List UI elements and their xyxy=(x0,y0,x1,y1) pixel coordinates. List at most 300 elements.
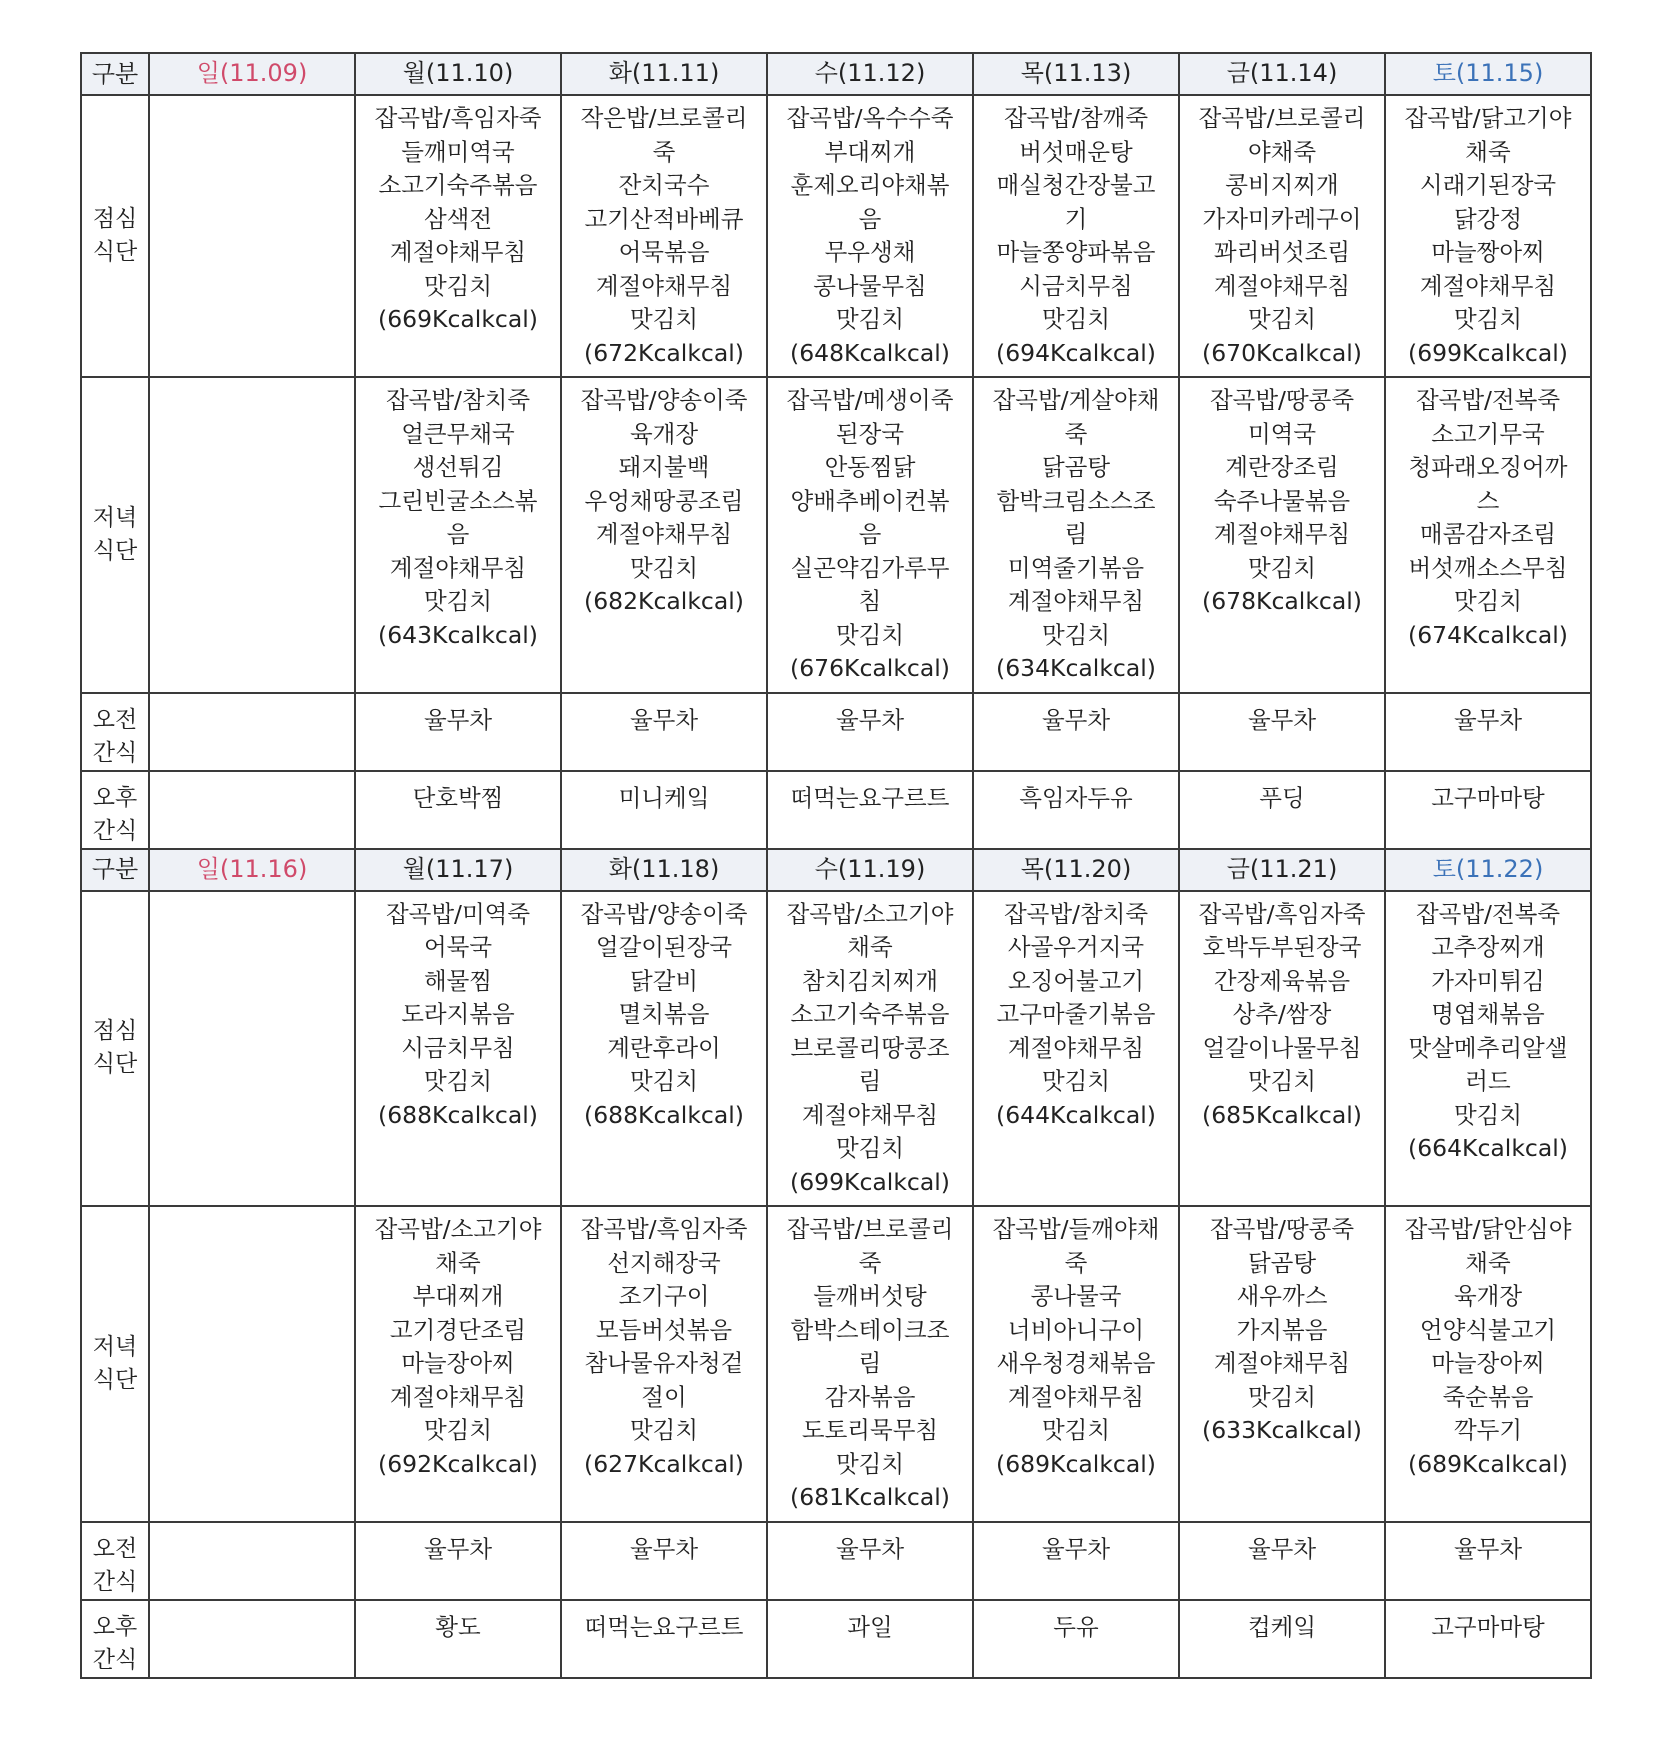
menu-item: 시래기된장국 xyxy=(1419,171,1557,199)
menu-item: 마늘쫑양파볶음 xyxy=(996,238,1156,266)
menu-item: 맛김치 xyxy=(835,305,905,333)
menu-item: 맛김치 xyxy=(423,1067,493,1095)
day-header: 금(11.21) xyxy=(1179,849,1385,891)
menu-item: 잡곡밥/브로콜리 xyxy=(786,1215,954,1243)
menu-item: 율무차 xyxy=(835,705,905,734)
menu-cell xyxy=(1179,771,1385,849)
menu-item: 닭강정 xyxy=(1453,204,1523,233)
menu-item: 된장국 xyxy=(835,419,905,448)
menu-cell xyxy=(355,1206,561,1522)
menu-item: 잡곡밥/메생이죽 xyxy=(786,386,954,414)
day-header: 수(11.19) xyxy=(767,849,973,891)
menu-item: 잡곡밥/들깨야채 xyxy=(992,1215,1160,1243)
menu-item: 잡곡밥/게살야채 xyxy=(992,386,1160,414)
menu-item: 고구마마탕 xyxy=(1431,783,1545,812)
menu-item: (648Kcalkcal) xyxy=(790,338,950,367)
menu-item: 모듬버섯볶음 xyxy=(595,1315,733,1344)
menu-item: (699Kcalkcal) xyxy=(1408,338,1568,367)
menu-item: 흑임자두유 xyxy=(1019,783,1133,812)
menu-item: 조기구이 xyxy=(618,1282,710,1310)
menu-item: (688Kcalkcal) xyxy=(378,1100,538,1129)
menu-item: 가지볶음 xyxy=(1236,1315,1328,1344)
row-label xyxy=(81,1206,149,1522)
row-label-line: 식단 xyxy=(92,537,138,564)
menu-item: 잡곡밥/참치죽 xyxy=(1003,899,1149,928)
menu-item: 그린빈굴소스볶 xyxy=(378,486,538,515)
menu-cell xyxy=(973,771,1179,849)
lunch-row xyxy=(81,891,1591,1207)
menu-cell xyxy=(973,1206,1179,1522)
menu-item: 율무차 xyxy=(1041,1534,1111,1563)
menu-cell xyxy=(973,891,1179,1207)
menu-item: 선지해장국 xyxy=(607,1248,721,1277)
menu-item: 들깨버섯탕 xyxy=(813,1282,927,1310)
menu-item: 맛김치 xyxy=(1453,1100,1523,1129)
menu-item: (681Kcalkcal) xyxy=(790,1483,950,1511)
menu-item: 작은밥/브로콜리 xyxy=(580,104,748,132)
menu-item: 육개장 xyxy=(629,419,699,448)
menu-cell xyxy=(1385,891,1591,1207)
menu-item: 율무차 xyxy=(1247,705,1317,734)
menu-item: 채죽 xyxy=(1465,1248,1511,1277)
menu-cell xyxy=(355,771,561,849)
row-label-line: 저녁 xyxy=(92,504,138,531)
menu-item: 함박스테이크조 xyxy=(790,1315,950,1344)
menu-cell xyxy=(355,891,561,1207)
menu-item: 콩나물무침 xyxy=(813,271,927,300)
menu-cell xyxy=(973,693,1179,771)
menu-cell xyxy=(767,1206,973,1522)
day-header: 화(11.11) xyxy=(561,53,767,95)
menu-cell xyxy=(149,1206,355,1522)
row-label-line: 간식 xyxy=(92,1646,138,1673)
row-label-line: 간식 xyxy=(92,739,138,766)
menu-item: 새우청경채볶음 xyxy=(996,1349,1156,1377)
menu-item: 맛김치 xyxy=(1453,305,1523,333)
menu-item: 시금치무침 xyxy=(401,1033,515,1062)
menu-cell xyxy=(1179,1600,1385,1678)
menu-item: 맛김치 xyxy=(423,587,493,615)
row-label xyxy=(81,771,149,849)
menu-item: (627Kcalkcal) xyxy=(584,1449,744,1478)
menu-item: 맛김치 xyxy=(1041,305,1111,333)
menu-item: (633Kcalkcal) xyxy=(1202,1416,1362,1444)
menu-item: 죽 xyxy=(1064,419,1088,448)
menu-item: 육개장 xyxy=(1453,1282,1523,1310)
menu-item: 계란장조림 xyxy=(1225,453,1339,481)
menu-item: 율무차 xyxy=(423,705,493,734)
menu-item: 잡곡밥/참깨죽 xyxy=(1003,104,1149,132)
menu-item: 청파래오징어까 xyxy=(1408,453,1568,481)
menu-item: 계절야채무침 xyxy=(1213,1349,1351,1377)
menu-item: 맛김치 xyxy=(423,1416,493,1444)
menu-cell xyxy=(767,891,973,1207)
menu-item: 버섯깨소스무침 xyxy=(1408,553,1568,582)
menu-item: 계절야채무침 xyxy=(389,1382,527,1411)
menu-cell xyxy=(767,1600,973,1678)
menu-item: 맛김치 xyxy=(1041,1067,1111,1095)
menu-item: 안동찜닭 xyxy=(824,453,916,481)
menu-item: 함박크림소스조 xyxy=(996,486,1156,515)
menu-item: 소고기무국 xyxy=(1431,419,1545,448)
menu-item: 떠먹는요구르트 xyxy=(790,783,950,812)
menu-item: 숙주나물볶음 xyxy=(1213,486,1351,515)
day-header: 토(11.15) xyxy=(1385,53,1591,95)
menu-item: 계절야채무침 xyxy=(595,271,733,300)
menu-item: 떠먹는요구르트 xyxy=(584,1612,744,1641)
menu-cell xyxy=(1179,1522,1385,1600)
menu-item: 미니케잌 xyxy=(618,783,710,812)
menu-item: (692Kcalkcal) xyxy=(378,1449,538,1478)
menu-item: 새우까스 xyxy=(1236,1282,1328,1310)
category-header: 구분 xyxy=(81,53,149,95)
menu-item: 고기산적바베큐 xyxy=(584,204,744,233)
menu-item: 야채죽 xyxy=(1247,137,1317,166)
menu-cell xyxy=(561,891,767,1207)
menu-item: 채죽 xyxy=(435,1248,481,1277)
menu-item: 잡곡밥/전복죽 xyxy=(1415,386,1561,414)
menu-item: 맛김치 xyxy=(423,271,493,300)
menu-item: 죽 xyxy=(1064,1248,1088,1277)
menu-cell xyxy=(1179,377,1385,693)
menu-item: 가자미튀김 xyxy=(1431,966,1545,995)
menu-cell xyxy=(355,377,561,693)
menu-item: 상추/쌈장 xyxy=(1232,1000,1332,1028)
menu-item: 스 xyxy=(1476,486,1500,515)
category-header: 구분 xyxy=(81,849,149,891)
menu-item: 계절야채무침 xyxy=(1213,520,1351,548)
dinner-row xyxy=(81,1206,1591,1522)
menu-item: 율무차 xyxy=(629,1534,699,1563)
menu-cell xyxy=(1385,377,1591,693)
day-header: 월(11.10) xyxy=(355,53,561,95)
row-label-line: 점심 xyxy=(92,206,138,232)
menu-item: 미역줄기볶음 xyxy=(1007,553,1145,582)
menu-cell xyxy=(561,1600,767,1678)
menu-item: 음 xyxy=(446,520,470,548)
menu-cell xyxy=(149,377,355,693)
menu-item: 잡곡밥/양송이죽 xyxy=(580,899,748,928)
row-label xyxy=(81,377,149,693)
menu-item: (678Kcalkcal) xyxy=(1202,587,1362,615)
menu-item: (664Kcalkcal) xyxy=(1408,1134,1568,1162)
menu-item: 침 xyxy=(858,587,882,615)
menu-item: 고구마줄기볶음 xyxy=(996,1000,1156,1028)
menu-item: 계절야채무침 xyxy=(1419,271,1557,300)
menu-item: 황도 xyxy=(435,1612,481,1641)
menu-cell xyxy=(355,95,561,377)
row-label-line: 오후 xyxy=(92,784,138,811)
menu-item: (669Kcalkcal) xyxy=(378,305,538,333)
menu-cell xyxy=(1385,95,1591,377)
menu-item: 마늘장아찌 xyxy=(1431,1349,1545,1377)
dinner-row xyxy=(81,377,1591,693)
menu-item: 죽 xyxy=(652,137,676,166)
menu-item: 기 xyxy=(1064,204,1088,233)
menu-item: 고기경단조림 xyxy=(389,1315,527,1344)
menu-item: 율무차 xyxy=(835,1534,905,1563)
row-label xyxy=(81,1600,149,1678)
menu-item: 채죽 xyxy=(847,933,893,961)
menu-item: 가자미카레구이 xyxy=(1202,204,1362,233)
menu-item: 호박두부된장국 xyxy=(1202,933,1362,961)
day-header: 월(11.17) xyxy=(355,849,561,891)
menu-item: 계절야채무침 xyxy=(1213,271,1351,300)
row-label-line: 점심 xyxy=(92,1018,138,1045)
menu-item: 얼갈이나물무침 xyxy=(1202,1033,1362,1062)
menu-item: 도라지볶음 xyxy=(401,1000,515,1028)
menu-item: (685Kcalkcal) xyxy=(1202,1100,1362,1129)
menu-item: 율무차 xyxy=(1453,1534,1523,1563)
row-label xyxy=(81,95,149,377)
row-label xyxy=(81,1522,149,1600)
menu-item: 율무차 xyxy=(1247,1534,1317,1563)
menu-item: (674Kcalkcal) xyxy=(1408,620,1568,649)
menu-item: 닭곰탕 xyxy=(1247,1248,1317,1277)
day-header: 화(11.18) xyxy=(561,849,767,891)
menu-item: 절이 xyxy=(641,1382,687,1411)
menu-cell xyxy=(1179,891,1385,1207)
menu-item: 시금치무침 xyxy=(1019,271,1133,300)
row-label-line: 오후 xyxy=(92,1613,138,1640)
menu-item: 소고기숙주볶음 xyxy=(790,1000,950,1028)
menu-item: 매콤감자조림 xyxy=(1419,520,1557,548)
menu-item: 미역국 xyxy=(1247,419,1317,448)
row-label xyxy=(81,693,149,771)
menu-cell xyxy=(1179,693,1385,771)
menu-cell xyxy=(355,1600,561,1678)
menu-item: 맛김치 xyxy=(1041,1416,1111,1444)
menu-item: 림 xyxy=(1064,520,1088,548)
menu-item: 러드 xyxy=(1465,1067,1511,1095)
day-header: 목(11.13) xyxy=(973,53,1179,95)
menu-item: (634Kcalkcal) xyxy=(996,654,1156,682)
menu-cell xyxy=(973,1522,1179,1600)
menu-item: (644Kcalkcal) xyxy=(996,1100,1156,1129)
menu-item: 너비아니구이 xyxy=(1007,1315,1145,1344)
menu-item: 오징어불고기 xyxy=(1007,966,1145,995)
afternoon-snack-row xyxy=(81,771,1591,849)
menu-item: 매실청간장불고 xyxy=(996,171,1156,199)
menu-cell xyxy=(1179,1206,1385,1522)
menu-cell xyxy=(355,1522,561,1600)
menu-item: 맛살메추리알샐 xyxy=(1408,1033,1568,1062)
menu-cell xyxy=(149,95,355,377)
menu-item: 잡곡밥/옥수수죽 xyxy=(786,104,954,132)
menu-item: 감자볶음 xyxy=(824,1382,916,1411)
menu-item: 림 xyxy=(858,1067,882,1095)
menu-item: (670Kcalkcal) xyxy=(1202,338,1362,367)
menu-cell xyxy=(561,1522,767,1600)
menu-item: (694Kcalkcal) xyxy=(996,338,1156,367)
menu-item: 브로콜리땅콩조 xyxy=(790,1033,950,1062)
menu-item: 돼지불백 xyxy=(618,453,710,481)
menu-item: 계절야채무침 xyxy=(389,238,527,266)
menu-item: 훈제오리야채볶 xyxy=(790,171,950,199)
row-label-line: 오전 xyxy=(92,1535,138,1562)
menu-item: 맛김치 xyxy=(1247,305,1317,333)
menu-item: 소고기숙주볶음 xyxy=(378,171,538,199)
menu-cell xyxy=(1385,771,1591,849)
menu-item: 멸치볶음 xyxy=(618,1000,710,1028)
menu-item: 맛김치 xyxy=(1247,1067,1317,1095)
menu-item: 맛김치 xyxy=(1453,587,1523,615)
menu-cell xyxy=(561,377,767,693)
menu-item: 마늘장아찌 xyxy=(401,1349,515,1377)
menu-item: (699Kcalkcal) xyxy=(790,1167,950,1196)
menu-cell xyxy=(561,693,767,771)
menu-item: 잡곡밥/땅콩죽 xyxy=(1209,1215,1355,1243)
menu-item: 명엽채볶음 xyxy=(1431,1000,1545,1028)
day-header: 토(11.22) xyxy=(1385,849,1591,891)
menu-item: 우엉채땅콩조림 xyxy=(584,486,744,515)
menu-item: (643Kcalkcal) xyxy=(378,620,538,649)
menu-cell xyxy=(1385,1522,1591,1600)
menu-item: 계란후라이 xyxy=(607,1033,721,1062)
menu-item: 단호박찜 xyxy=(412,783,504,812)
day-header: 일(11.16) xyxy=(149,849,355,891)
row-label-line: 식단 xyxy=(92,239,138,265)
menu-cell xyxy=(767,1522,973,1600)
week-header-row xyxy=(81,849,1591,891)
menu-item: 잡곡밥/전복죽 xyxy=(1415,899,1561,928)
menu-cell xyxy=(149,771,355,849)
menu-item: 계절야채무침 xyxy=(389,553,527,582)
menu-item: 두유 xyxy=(1053,1612,1099,1641)
menu-cell xyxy=(149,1600,355,1678)
menu-item: 콩나물국 xyxy=(1030,1282,1122,1310)
menu-item: 삼색전 xyxy=(423,204,493,233)
row-label xyxy=(81,891,149,1207)
menu-item: 맛김치 xyxy=(629,553,699,582)
menu-cell xyxy=(149,891,355,1207)
menu-cell xyxy=(1179,95,1385,377)
menu-item: 잔치국수 xyxy=(618,171,710,199)
menu-item: 무우생채 xyxy=(824,238,916,266)
menu-item: 율무차 xyxy=(423,1534,493,1563)
menu-cell xyxy=(973,1600,1179,1678)
day-header: 일(11.09) xyxy=(149,53,355,95)
menu-item: (689Kcalkcal) xyxy=(1408,1449,1568,1478)
menu-item: 얼갈이된장국 xyxy=(595,933,733,961)
menu-cell xyxy=(561,95,767,377)
menu-item: 실곤약김가루무 xyxy=(790,553,950,582)
menu-item: 잡곡밥/땅콩죽 xyxy=(1209,386,1355,414)
menu-item: 해물찜 xyxy=(423,966,493,995)
day-header: 금(11.14) xyxy=(1179,53,1385,95)
menu-cell xyxy=(1385,1600,1591,1678)
row-label-line: 간식 xyxy=(92,1568,138,1595)
menu-item: 율무차 xyxy=(629,705,699,734)
morning-snack-row xyxy=(81,1522,1591,1600)
menu-item: 언양식불고기 xyxy=(1419,1315,1557,1344)
week-header-row xyxy=(81,53,1591,95)
menu-item: (688Kcalkcal) xyxy=(584,1100,744,1129)
menu-item: 잡곡밥/닭안심야 xyxy=(1404,1215,1572,1243)
menu-cell xyxy=(767,95,973,377)
menu-cell xyxy=(149,693,355,771)
menu-item: 꽈리버섯조림 xyxy=(1213,238,1351,266)
afternoon-snack-row xyxy=(81,1600,1591,1678)
menu-item: 음 xyxy=(858,520,882,548)
day-header: 수(11.12) xyxy=(767,53,973,95)
day-header: 목(11.20) xyxy=(973,849,1179,891)
menu-item: 잡곡밥/닭고기야 xyxy=(1404,104,1572,132)
menu-item: (676Kcalkcal) xyxy=(790,654,950,682)
menu-item: 채죽 xyxy=(1465,137,1511,166)
menu-cell xyxy=(149,1522,355,1600)
menu-item: 계절야채무침 xyxy=(1007,1382,1145,1411)
menu-item: 잡곡밥/양송이죽 xyxy=(580,386,748,414)
menu-item: 닭갈비 xyxy=(629,966,699,995)
menu-item: 맛김치 xyxy=(1247,553,1317,582)
menu-item: 얼큰무채국 xyxy=(401,419,515,448)
menu-item: 과일 xyxy=(847,1612,893,1641)
menu-item: 어묵국 xyxy=(423,933,493,961)
menu-item: (682Kcalkcal) xyxy=(584,587,744,615)
menu-item: 고구마마탕 xyxy=(1431,1612,1545,1641)
menu-cell xyxy=(1385,693,1591,771)
menu-item: 잡곡밥/미역죽 xyxy=(385,899,531,928)
menu-item: 맛김치 xyxy=(629,1067,699,1095)
menu-item: 버섯매운탕 xyxy=(1019,137,1133,166)
menu-cell xyxy=(561,1206,767,1522)
menu-item: 잡곡밥/브로콜리 xyxy=(1198,104,1366,132)
menu-item: (689Kcalkcal) xyxy=(996,1449,1156,1478)
menu-item: 맛김치 xyxy=(1247,1382,1317,1411)
menu-item: 잡곡밥/소고기야 xyxy=(786,899,954,928)
menu-cell xyxy=(973,377,1179,693)
menu-cell xyxy=(767,377,973,693)
menu-item: 어묵볶음 xyxy=(618,238,710,266)
menu-item: 부대찌개 xyxy=(824,137,916,166)
menu-item: 생선튀김 xyxy=(412,453,504,481)
menu-item: 들깨미역국 xyxy=(401,137,515,166)
morning-snack-row xyxy=(81,693,1591,771)
menu-item: 잡곡밥/흑임자죽 xyxy=(1198,899,1366,928)
menu-item: 양배추베이컨볶 xyxy=(790,486,950,515)
menu-item: 율무차 xyxy=(1041,705,1111,734)
menu-item: 맛김치 xyxy=(835,1134,905,1162)
menu-item: 잡곡밥/흑임자죽 xyxy=(580,1215,748,1243)
menu-item: 푸딩 xyxy=(1259,783,1305,812)
menu-item: 계절야채무침 xyxy=(1007,587,1145,615)
meal-plan-table xyxy=(80,52,1592,1679)
menu-item: 맛김치 xyxy=(835,620,905,649)
menu-item: 콩비지찌개 xyxy=(1225,171,1339,199)
menu-item: 참나물유자청겉 xyxy=(584,1349,744,1377)
menu-cell xyxy=(973,95,1179,377)
row-label-line: 식단 xyxy=(92,1366,138,1393)
menu-item: 깍두기 xyxy=(1453,1416,1523,1444)
menu-item: 잡곡밥/흑임자죽 xyxy=(374,104,542,132)
menu-cell xyxy=(355,693,561,771)
menu-cell xyxy=(1385,1206,1591,1522)
menu-item: 마늘짱아찌 xyxy=(1431,238,1545,266)
menu-item: 잡곡밥/참치죽 xyxy=(385,386,531,414)
menu-item: 고추장찌개 xyxy=(1431,933,1545,961)
menu-item: (672Kcalkcal) xyxy=(584,338,744,367)
row-label-line: 간식 xyxy=(92,817,138,844)
menu-item: 참치김치찌개 xyxy=(801,966,939,995)
lunch-row xyxy=(81,95,1591,377)
menu-cell xyxy=(561,771,767,849)
row-label-line: 저녁 xyxy=(92,1333,138,1360)
menu-item: 계절야채무침 xyxy=(595,520,733,548)
menu-item: 부대찌개 xyxy=(412,1282,504,1310)
menu-item: 컵케잌 xyxy=(1247,1612,1317,1641)
menu-item: 잡곡밥/소고기야 xyxy=(374,1215,542,1243)
